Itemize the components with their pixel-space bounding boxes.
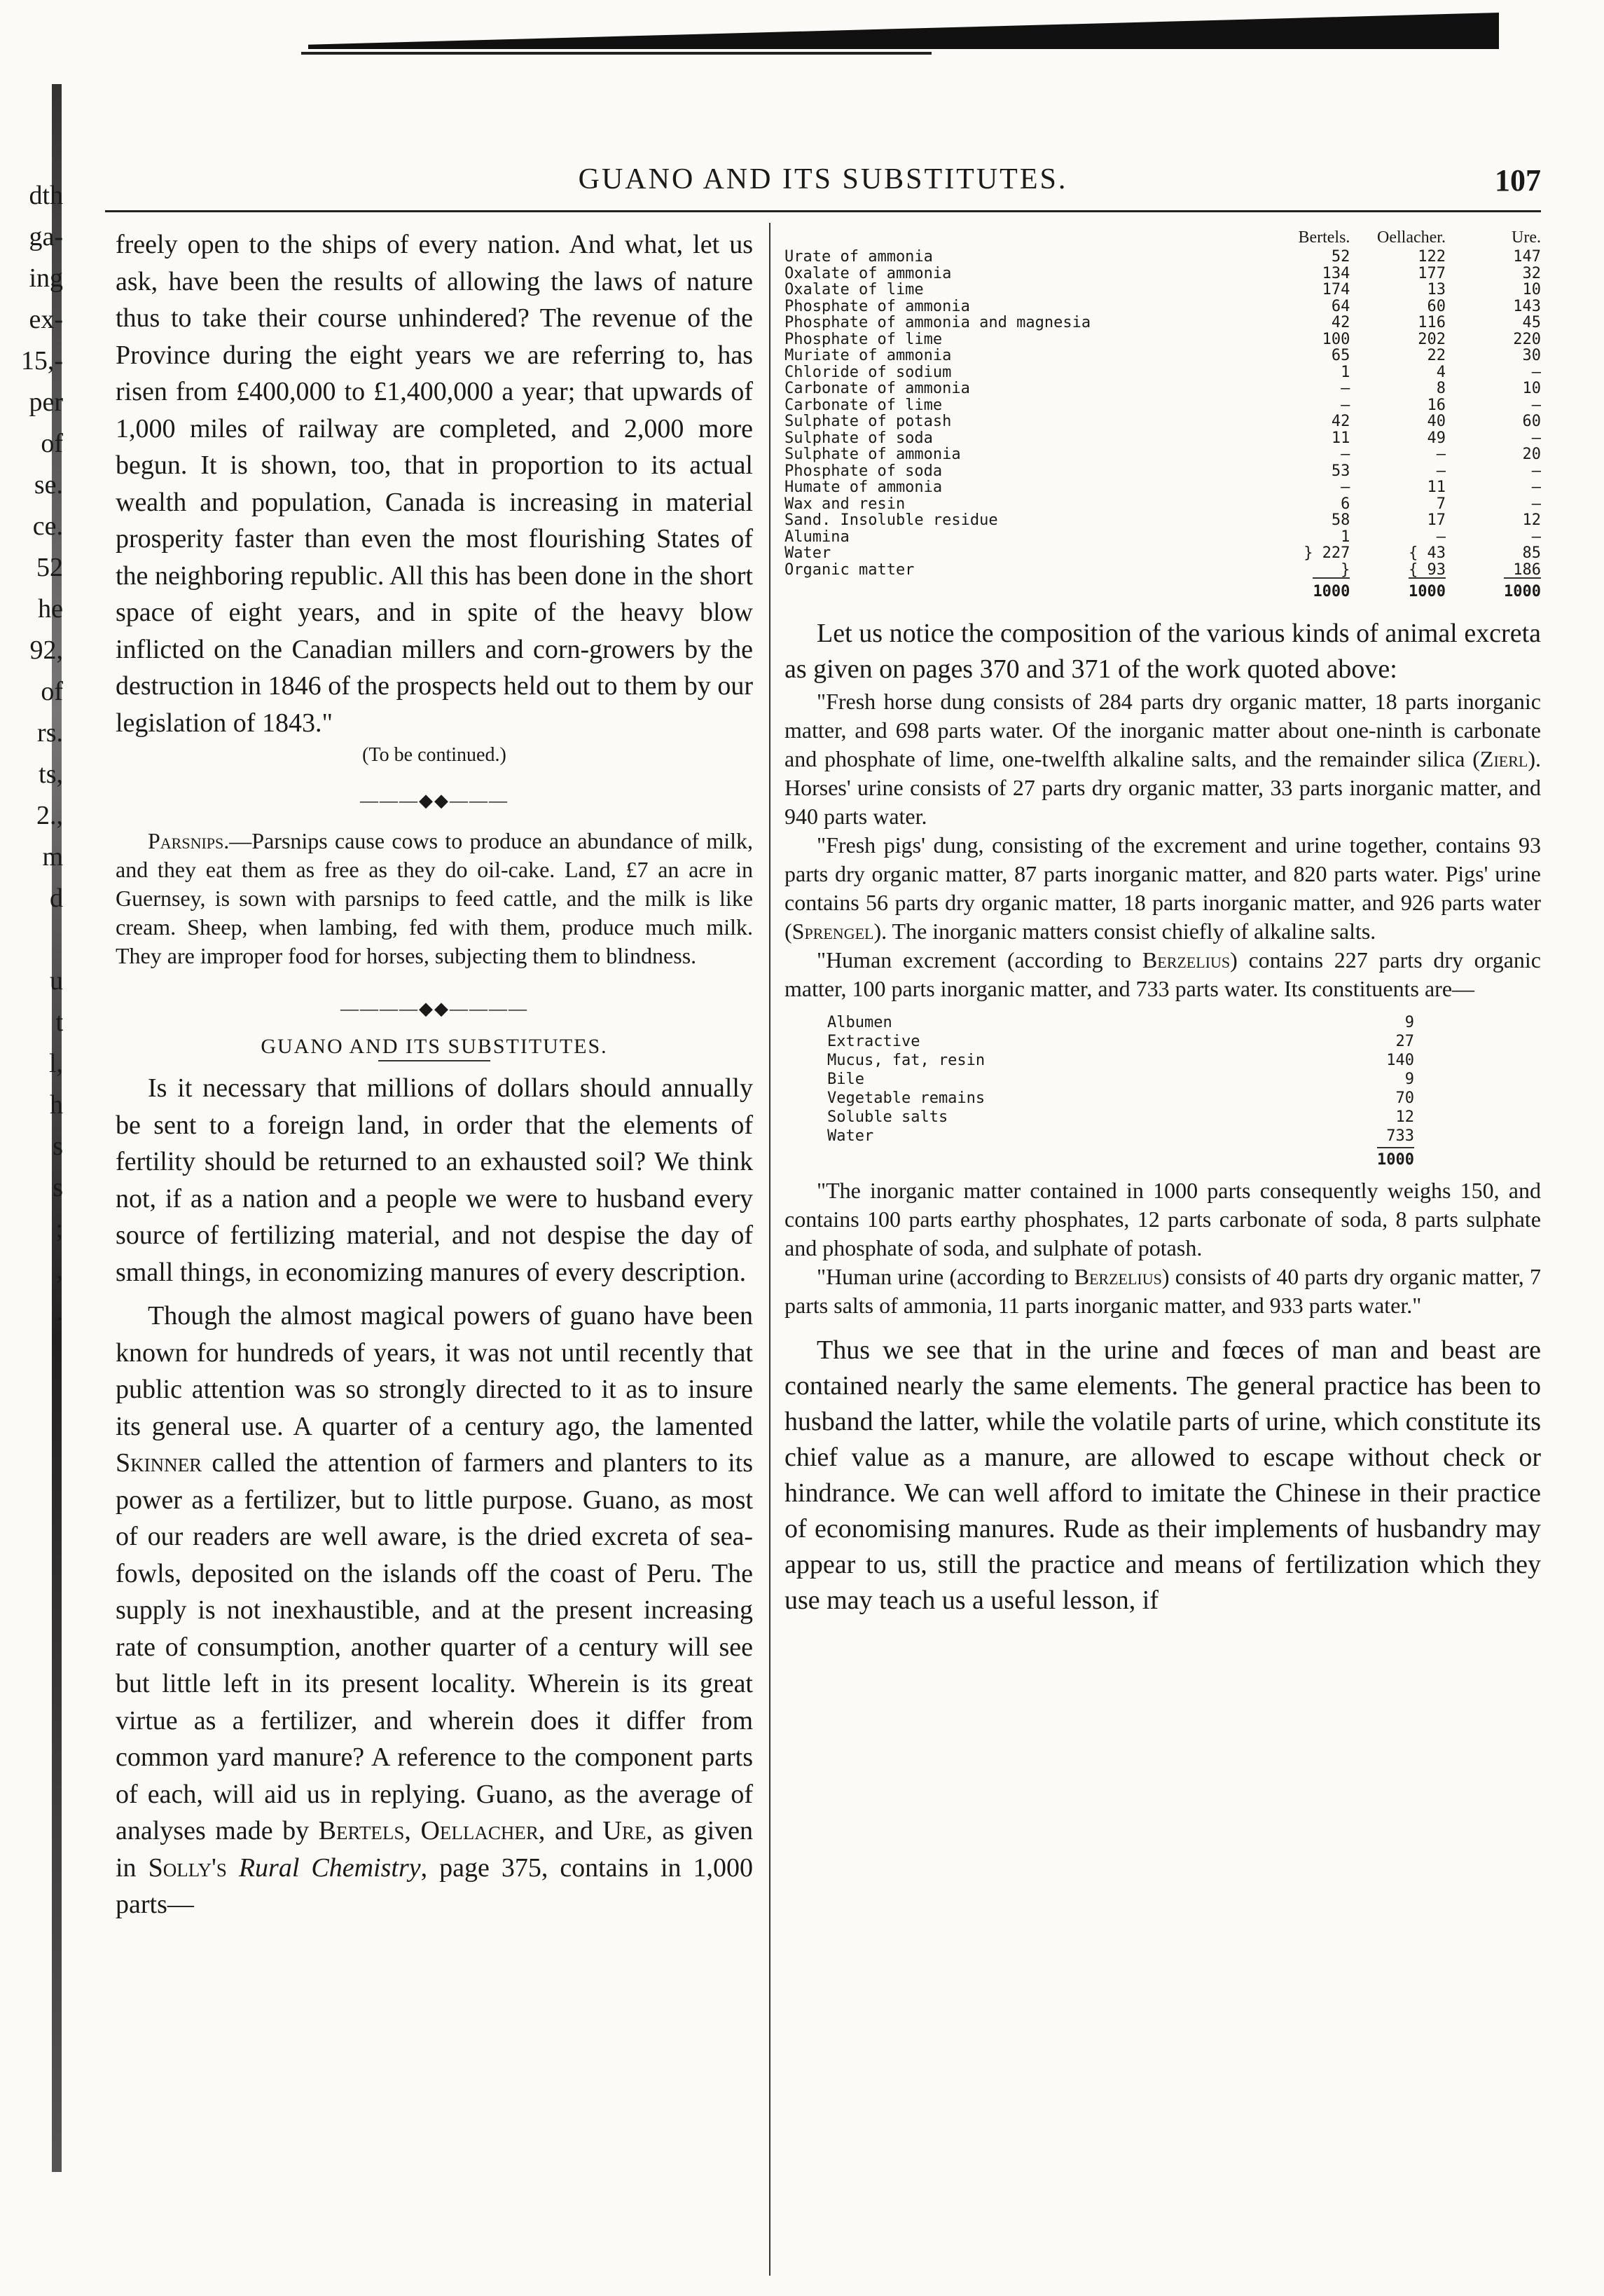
guano-analysis-table (784, 226, 1541, 600)
text-run: , as given in (116, 1816, 754, 1883)
bertels-value: 42 (1331, 413, 1350, 430)
table-row (784, 496, 1541, 513)
scan-top-line (301, 52, 932, 55)
ure-value: — (1531, 396, 1541, 414)
oellacher-value: 60 (1427, 297, 1446, 315)
table-row (784, 380, 1541, 397)
text-run: "Fresh horse dung consists of 284 parts dry organic matter, 18 parts inorganic matter, and 698 parts water. Of the inorganic matter about one-ninth is carbonate and phosphate of lime, one-twelfth alkaline salts, and the remainder silica ( (784, 688, 1541, 771)
name-skinner: Skinner (116, 1448, 202, 1478)
ure-value: — (1531, 495, 1541, 513)
name-solly: Solly's (148, 1852, 227, 1883)
constituent-value: 9 (1404, 1070, 1414, 1088)
bertels-value: } (1341, 561, 1350, 579)
bertels-value: 58 (1331, 511, 1350, 529)
total-value: 1000 (1313, 577, 1350, 600)
ure-value: — (1531, 363, 1541, 381)
table-row (827, 1127, 1415, 1146)
running-title: GUANO AND ITS SUBSTITUTES. (578, 163, 1068, 195)
table-row (784, 479, 1541, 496)
analysis-label: Phosphate of ammonia and magnesia (784, 315, 1091, 331)
bertels-value: — (1341, 446, 1350, 463)
paragraph-necessity: Is it necessary that millions of dollars should annually be sent to a foreign land, in order that the elements of fertility should be returned to an exhausted soil? We think not, if as a nation and a people we were to husband every source of fertilizing material, and not despise the day of small things, in economizing manures of every description. (116, 1073, 753, 1287)
oellacher-value: { 93 (1408, 561, 1446, 579)
text-run: called the attention of farmers and planters to its power as a fertilizer, but to little purpose. Guano, as most of our readers are well aware, is the dried excreta of sea-fowls, deposited on the islands off the coast of Peru. The supply is not inexhaustible, and at the present increasing rate of consumption, another quarter of a century will see but little left in its present locality. Wherein is its great virtue as a fertilizer, and wherein does it differ from common yard manure? A reference to the component parts of each, will aid us in replying. Guano, as the average of analyses made by (116, 1448, 753, 1845)
margin-fragment: ing (29, 263, 63, 293)
analysis-label: Sulphate of soda (784, 429, 933, 446)
constituents-total-row (827, 1146, 1415, 1169)
margin-fragment: dth (29, 181, 63, 210)
bertels-value: 1 (1341, 528, 1350, 546)
margin-fragment: ce. (32, 511, 63, 541)
ure-value: 220 (1513, 330, 1541, 348)
ure-value: 30 (1522, 347, 1541, 364)
ure-value: 186 (1513, 561, 1541, 579)
margin-fragment: of (41, 429, 63, 458)
text-run: "Human excrement (according to (817, 947, 1142, 972)
bertels-value: 134 (1322, 264, 1350, 282)
table-row (784, 282, 1541, 298)
bertels-value: 65 (1331, 347, 1350, 364)
analysis-label: Sulphate of ammonia (784, 446, 961, 463)
margin-fragment: 2., (36, 801, 63, 830)
margin-fragment: rs. (37, 718, 63, 748)
table-row (784, 413, 1541, 430)
constituent-label: Water (827, 1127, 874, 1145)
quote-horse (784, 687, 1541, 831)
name-berzelius: Berzelius (1142, 947, 1231, 972)
margin-fragment: . (56, 1297, 63, 1326)
analysis-label: Muriate of ammonia (784, 348, 952, 364)
analysis-label: Chloride of sodium (784, 364, 952, 380)
ure-value: 45 (1522, 314, 1541, 331)
quote-pig (784, 831, 1541, 946)
text-run: Though the almost magical powers of guano have been known for hundreds of years, it was not until recently that public attention was so strongly directed to it as to insure its general use. A quarter of a century ago, the lamented (116, 1301, 753, 1441)
bertels-value: } 227 (1304, 544, 1350, 562)
parsnips-title: Parsnips. (148, 828, 230, 853)
analysis-header-ure: Ure. (1512, 228, 1541, 247)
text-run (227, 1853, 239, 1883)
analysis-total-row (784, 578, 1541, 600)
bertels-value: 64 (1331, 297, 1350, 315)
ure-value: 32 (1522, 264, 1541, 282)
ure-value: 12 (1522, 511, 1541, 529)
constituent-value: 12 (1395, 1108, 1414, 1126)
margin-fragment (0, 919, 63, 961)
name-bertels: Bertels (318, 1816, 405, 1845)
text-run: ) contains 227 parts dry organic matter, 100 parts inorganic matter, and 733 parts water. Its constituents are— (784, 947, 1542, 1001)
analysis-total-ure (1446, 578, 1541, 600)
margin-fragment: 92, (29, 635, 63, 665)
oellacher-value: 177 (1418, 264, 1446, 282)
bertels-value: 53 (1331, 462, 1350, 480)
bertels-value: 100 (1322, 330, 1350, 348)
quote-human-excrement (784, 946, 1541, 1003)
table-row (784, 364, 1541, 381)
ure-value: 143 (1513, 297, 1541, 315)
scan-top-bar (308, 13, 1499, 49)
margin-fragment: ts, (39, 759, 63, 789)
table-row (784, 315, 1541, 331)
constituent-label: Extractive (827, 1032, 920, 1050)
header-rule (105, 210, 1541, 212)
total-value: 1000 (1409, 577, 1446, 600)
name-sprengel: Sprengel (791, 918, 874, 944)
margin-fragment: s (53, 1132, 63, 1161)
table-row (827, 1013, 1415, 1032)
constituent-label: Vegetable remains (827, 1089, 986, 1107)
left-column (116, 226, 753, 1923)
oellacher-value: — (1436, 446, 1446, 463)
analysis-header-bertels: Bertels. (1298, 228, 1350, 247)
oellacher-value: 22 (1427, 347, 1446, 364)
oellacher-value: 13 (1427, 281, 1446, 298)
margin-fragment: l, (48, 1049, 63, 1078)
analysis-header-row (784, 226, 1541, 249)
name-oellacher: Oellacher (420, 1816, 539, 1845)
oellacher-value: 8 (1436, 380, 1446, 397)
oellacher-value: 116 (1418, 314, 1446, 331)
oellacher-value: — (1436, 462, 1446, 480)
quote-human-urine (784, 1263, 1541, 1320)
oellacher-value: { 43 (1408, 544, 1446, 562)
analysis-label: Carbonate of lime (784, 397, 943, 413)
section-heading: GUANO AND ITS SUBSTITUTES. (261, 1035, 608, 1058)
oellacher-value: 7 (1436, 495, 1446, 513)
table-row (827, 1070, 1415, 1089)
ornament-divider: ———◆◆——— (360, 790, 509, 811)
name-zierl: Zierl (1479, 745, 1528, 771)
oellacher-value: 122 (1418, 248, 1446, 266)
analysis-body (784, 249, 1541, 578)
margin-fragment: d (50, 884, 63, 913)
ure-value: — (1531, 479, 1541, 496)
table-row (784, 545, 1541, 562)
analysis-label: Urate of ammonia (784, 249, 933, 266)
constituent-label: Albumen (827, 1013, 892, 1031)
margin-fragment: he (38, 594, 63, 624)
analysis-label: Wax and resin (784, 495, 906, 512)
bertels-value: — (1341, 380, 1350, 397)
margin-fragment: 15,- (20, 346, 63, 376)
ure-value: — (1531, 462, 1541, 480)
ure-value: — (1531, 528, 1541, 546)
constituent-label: Mucus, fat, resin (827, 1051, 986, 1069)
analysis-label: Phosphate of lime (784, 331, 943, 348)
analysis-label: Phosphate of soda (784, 462, 943, 479)
analysis-label: Water (784, 545, 831, 562)
analysis-label: Alumina (784, 528, 850, 545)
table-row (784, 249, 1541, 266)
margin-fragment: s (53, 1173, 63, 1202)
paragraph-guano-history (116, 1298, 753, 1923)
parsnips-note (116, 827, 753, 970)
margin-fragment: of (41, 677, 63, 706)
analysis-label: Carbonate of ammonia (784, 380, 970, 397)
constituent-value: 140 (1386, 1051, 1414, 1069)
ure-value: 10 (1522, 281, 1541, 298)
analysis-label: Phosphate of ammonia (784, 298, 970, 315)
table-row (827, 1032, 1415, 1051)
name-berzelius: Berzelius (1074, 1263, 1162, 1289)
oellacher-value: 49 (1427, 429, 1446, 447)
margin-fragment: per (29, 387, 63, 417)
bertels-value: — (1341, 396, 1350, 414)
table-row (827, 1089, 1415, 1108)
table-row (784, 266, 1541, 282)
ure-value: — (1531, 429, 1541, 447)
to-be-continued: (To be continued.) (362, 744, 506, 766)
oellacher-value: 17 (1427, 511, 1446, 529)
name-ure: Ure (602, 1816, 647, 1845)
constituent-value: 70 (1395, 1089, 1414, 1107)
ornament-divider-2: ————◆◆———— (340, 998, 528, 1019)
oellacher-value: 16 (1427, 396, 1446, 414)
analysis-total-bertels (1254, 578, 1350, 600)
total-value: 1000 (1377, 1147, 1414, 1169)
constituent-label: Soluble salts (827, 1108, 948, 1126)
total-value: 1000 (1504, 577, 1541, 600)
table-row (827, 1108, 1415, 1127)
margin-fragment: u (50, 966, 63, 996)
table-row (784, 463, 1541, 480)
margin-fragment: h (50, 1090, 63, 1120)
constituents-total (1332, 1146, 1415, 1169)
constituent-value: 27 (1395, 1032, 1414, 1050)
text-run: ) consists of 40 parts dry organic matter, 7 parts salts of ammonia, 11 parts inorganic matter, and 933 parts water." (784, 1263, 1542, 1318)
constituent-value: 9 (1404, 1013, 1414, 1031)
margin-fragment: se. (34, 470, 63, 500)
text-run: "Fresh pigs' dung, consisting of the excrement and urine together, contains 93 parts dry organic matter, 87 parts inorganic matter, and 820 parts water. Pigs' urine contains 56 parts dry organic matter, 18 parts inorganic matter, and 926 parts water ( (784, 832, 1541, 944)
table-row (827, 1051, 1415, 1070)
margin-fragment: ga- (29, 222, 63, 252)
constituents-body (827, 1013, 1415, 1146)
constituents-total-blank (827, 1146, 1332, 1169)
text-run: , page 375, contains in 1,000 parts— (116, 1852, 753, 1919)
analysis-header-oellacher: Oellacher. (1377, 228, 1446, 247)
table-row (784, 397, 1541, 414)
margin-fragment: 52 (36, 553, 63, 582)
oellacher-value: — (1436, 528, 1446, 546)
analysis-label: Humate of ammonia (784, 479, 943, 496)
analysis-label: Oxalate of lime (784, 282, 924, 298)
constituent-label: Bile (827, 1070, 864, 1088)
constituents-table (827, 1013, 1415, 1169)
analysis-label: Oxalate of ammonia (784, 265, 952, 282)
table-row (784, 298, 1541, 315)
margin-fragment: , (56, 1256, 63, 1285)
text-run: , and (538, 1816, 603, 1845)
table-row (784, 562, 1541, 579)
bertels-value: 1 (1341, 363, 1350, 381)
margin-fragment: ex- (29, 305, 63, 334)
margin-fragments (0, 175, 63, 1333)
paragraph-canada: freely open to the ships of every nation. And what, let us ask, have been the results of allowing the laws of nature thus to take their course unhindered? The revenue of the Province during the eight years we are referring to, has risen from £400,000 to £1,400,000 a year; that upwards of 1,000 miles of railway are completed, and 2,000 more begun. It is shown, too, that in proportion to its actual wealth and population, Canada is increasing in material prosperity faster than even the most flourishing States of the neighboring republic. All this has been done in the short space of eight years, and in spite of the heavy blow inflicted on the Canadian millers and corn-growers by the destruction in 1846 of the prospects held out to them by our legislation of 1843." (116, 230, 753, 738)
bertels-value: 11 (1331, 429, 1350, 447)
bertels-value: 52 (1331, 248, 1350, 266)
analysis-header-blank (784, 226, 1254, 249)
text-run: ). Horses' urine consists of 27 parts dry organic matter, 33 parts inorganic matter, and 940 parts water. (784, 745, 1541, 829)
ure-value: 147 (1513, 248, 1541, 266)
margin-fragment: m (42, 842, 63, 872)
oellacher-value: 11 (1427, 479, 1446, 496)
bertels-value: 42 (1331, 314, 1350, 331)
table-row (784, 430, 1541, 447)
text-run: , (404, 1816, 421, 1845)
margin-fragment: t (55, 1008, 63, 1037)
ure-value: 85 (1522, 544, 1541, 562)
constituent-value: 733 (1386, 1127, 1414, 1145)
page-number: 107 (1495, 163, 1541, 198)
analysis-label: Organic matter (784, 561, 915, 578)
oellacher-value: 40 (1427, 413, 1446, 430)
margin-fragment: ; (55, 1214, 63, 1244)
analysis-total-blank (784, 578, 1254, 600)
table-row (784, 348, 1541, 364)
oellacher-value: 202 (1418, 330, 1446, 348)
parsnips-text: —Parsnips cause cows to produce an abundance of milk, and they eat them as free as they do oil-cake. Land, £7 an acre in Guernsey, is sown with parsnips to feed cattle, and the milk is like cream. Sheep, when lambing, fed with them, produce much milk. They are improper food for horses, subjecting them to blindness. (116, 828, 753, 968)
ure-value: 60 (1522, 413, 1541, 430)
table-row (784, 512, 1541, 529)
ure-value: 10 (1522, 380, 1541, 397)
book-title: Rural Chemistry (238, 1852, 421, 1883)
analysis-label: Sulphate of potash (784, 413, 952, 430)
oellacher-value: 4 (1436, 363, 1446, 381)
right-column (784, 226, 1541, 1618)
paragraph-animal-excreta: Let us notice the composition of the various kinds of animal excreta as given on pages 370 and 371 of the work quoted above: (784, 618, 1541, 684)
column-rule (769, 223, 770, 2276)
page-header (105, 163, 1541, 205)
analysis-total-oellacher (1350, 578, 1446, 600)
section-heading-rule (378, 1060, 490, 1061)
bertels-value: 6 (1341, 495, 1350, 513)
analysis-label: Sand. Insoluble residue (784, 512, 998, 529)
table-row (784, 331, 1541, 348)
table-row (784, 446, 1541, 463)
paragraph-conclusion: Thus we see that in the urine and fœces of man and beast are contained nearly the same elements. The general practice has been to husband the latter, while the volatile parts of urine, which constitute its chief value as a manure, are allowed to escape without check or hindrance. We can well afford to imitate the Chinese in their practice of economising manures. Rude as their implements of husbandry may appear to us, still the practice and means of fertilization which they use may teach us a useful lesson, if (784, 1335, 1541, 1615)
bertels-value: 174 (1322, 281, 1350, 298)
text-run: "Human urine (according to (817, 1263, 1074, 1289)
table-row (784, 529, 1541, 546)
text-run: ). The inorganic matters consist chiefly of alkaline salts. (873, 918, 1376, 944)
quote-inorganic: "The inorganic matter contained in 1000 parts consequently weighs 150, and contains 100 parts earthy phosphates, 12 parts carbonate of soda, 8 parts sulphate and phosphate of soda, and sulphate of potash. (784, 1177, 1541, 1260)
bertels-value: — (1341, 479, 1350, 496)
ure-value: 20 (1522, 446, 1541, 463)
